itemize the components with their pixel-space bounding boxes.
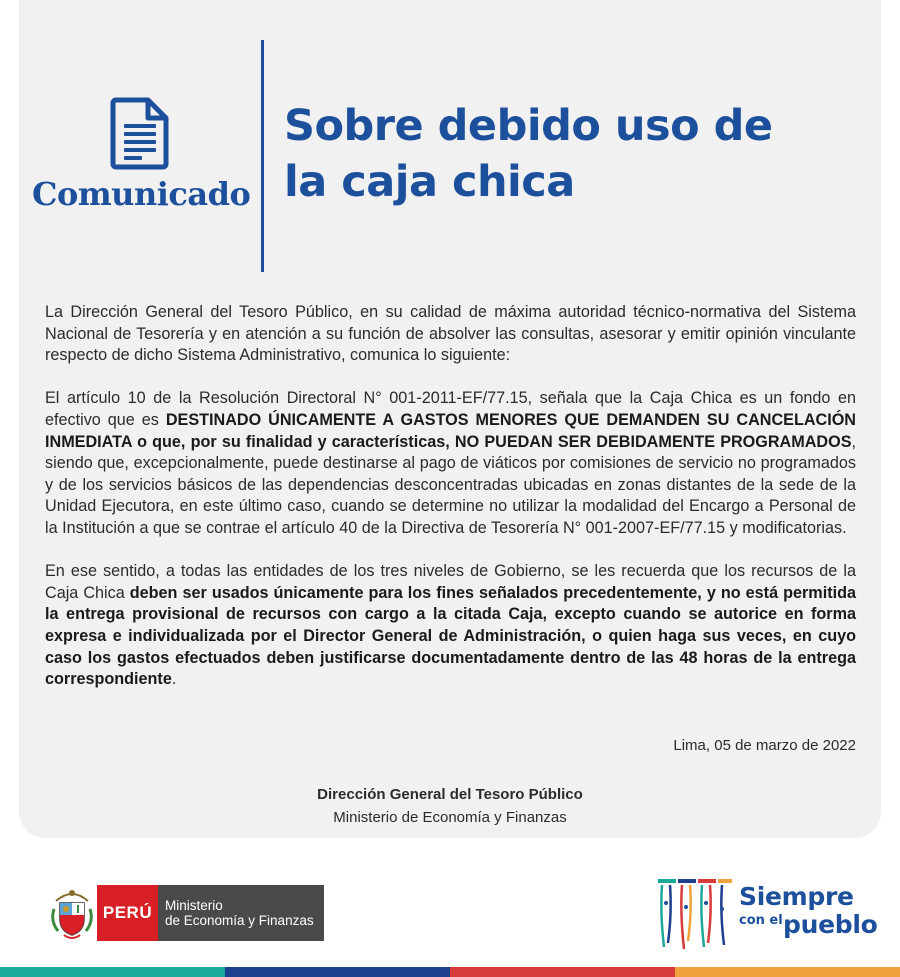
ministry-logo-line-2: de Economía y Finanzas bbox=[165, 913, 314, 928]
signature-ministry: Ministerio de Economía y Finanzas bbox=[333, 809, 567, 826]
slogan-main: Siempre bbox=[739, 882, 854, 911]
footer-color-stripe bbox=[0, 967, 900, 977]
stripe-orange bbox=[675, 967, 900, 977]
title-line-1: Sobre debido uso de bbox=[284, 101, 773, 151]
paragraph-reminder bbox=[45, 561, 856, 691]
date-line: Lima, 05 de marzo de 2022 bbox=[673, 737, 856, 754]
slogan-ribbons-icon bbox=[656, 873, 734, 953]
ministry-logo bbox=[158, 885, 324, 941]
peru-logo: PERÚ bbox=[97, 885, 158, 941]
paragraph-reminder-text-c: . bbox=[171, 670, 177, 689]
paragraph-article bbox=[45, 388, 856, 539]
title-line-2: la caja chica bbox=[284, 157, 575, 207]
paragraph-article-emphasis: DESTINADO ÚNICAMENTE A GASTOS MENORES QUE DEMANDEN SU CANCELACIÓN INMEDIATA o que, por su finalidad y características, NO PUEDAN SER DEBIDAMENTE PROGRAMADOS bbox=[45, 410, 856, 451]
stripe-teal bbox=[0, 967, 225, 977]
signature-org: Dirección General del Tesoro Público bbox=[317, 786, 583, 803]
header-divider bbox=[261, 40, 264, 272]
slogan-end: pueblo bbox=[783, 910, 878, 939]
paragraph-reminder-emphasis: deben ser usados únicamente para los fines señalados precedentemente, y no está permitida la entrega provisional de recursos con cargo a la citada Caja, excepto cuando se autorice en forma expresa e individualizada por el Director General de Administración, o quien haga sus veces, en cuyo caso los gastos efectuados deben justificarse documentadamente dentro de las 48 horas de la entrega correspondiente bbox=[45, 583, 856, 689]
communique-body bbox=[45, 302, 856, 712]
paragraph-reminder-text-a: En ese sentido, a todas las entidades de los tres niveles de Gobierno, se les recuerda que los recursos de la Caja Chica bbox=[45, 562, 856, 602]
stripe-red bbox=[450, 967, 675, 977]
coat-of-arms-icon bbox=[50, 885, 94, 941]
page-title bbox=[284, 98, 844, 210]
comunicado-label: Comunicado bbox=[32, 175, 251, 213]
paragraph-intro: La Dirección General del Tesoro Público, en su calidad de máxima autoridad técnico-normativa del Sistema Nacional de Tesorería y en atención a su función de absolver las consultas, asesorar y emitir opinión vinculante respecto de dicho Sistema Administrativo, comunica lo siguiente: bbox=[45, 303, 856, 365]
paragraph-article-text-c: , siendo que, excepcionalmente, puede destinarse al pago de viáticos por comisiones de servicio no programados y de los servicios básicos de las dependencias desconcentradas ubicadas en zonas distantes de la sede de la Unidad Ejecutora, en este último caso, cuando se determine no utilizar la modalidad del Encargo a Personal de la Institución a que se contrae el artículo 40 de la Directiva de Tesorería N° 001-2007-EF/77.15 y modificatorias. bbox=[45, 432, 856, 537]
ministry-logo-line-1: Ministerio bbox=[165, 898, 223, 913]
stripe-blue bbox=[225, 967, 450, 977]
slogan-small: con el bbox=[739, 913, 783, 928]
document-icon bbox=[110, 96, 170, 170]
paragraph-article-text-a: El artículo 10 de la Resolución Directoral N° 001-2011-EF/77.15, señala que la Caja Chica es un fondo en efectivo que es bbox=[45, 389, 856, 429]
